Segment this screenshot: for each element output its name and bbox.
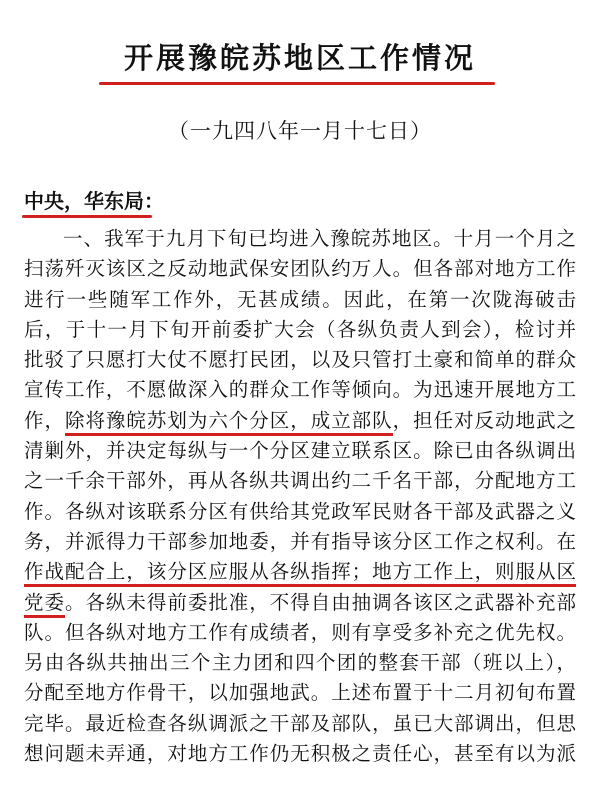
document-date: （一九四八年一月十七日） xyxy=(168,119,432,143)
body-line xyxy=(24,648,576,678)
line-text: 。各纵未得前委批准，不得自由抽调各该区之武器补充部 xyxy=(64,590,576,614)
line-text: ，担任对反动地武之 xyxy=(392,408,576,432)
body-line xyxy=(24,406,576,436)
salutation: 中央，华东局： xyxy=(24,189,164,213)
line-text: 另由各纵共抽出三个主力团和四个团的整套干部（班以上）， xyxy=(24,651,576,675)
line-text: 作， xyxy=(24,408,65,432)
salutation-underline xyxy=(22,215,152,218)
body-line xyxy=(24,527,576,557)
body-line xyxy=(24,739,576,769)
body-line xyxy=(24,618,576,648)
body-line xyxy=(24,588,576,618)
body-line xyxy=(24,557,576,587)
body-line xyxy=(24,375,576,405)
highlighted-text: 除将豫皖苏划为六个分区，成立部队 xyxy=(65,409,393,436)
title-underline xyxy=(99,82,495,85)
body-line xyxy=(24,285,576,315)
body-line xyxy=(24,678,576,708)
body-line xyxy=(24,345,576,375)
document-body xyxy=(24,224,576,769)
line-text: 完毕。最近检查各纵调派之干部及部队，虽已大部调出，但思 xyxy=(24,711,576,735)
body-line xyxy=(24,466,576,496)
line-text: 队。但各纵对地方工作有成绩者，则有享受多补充之优先权。 xyxy=(24,620,576,644)
line-text: 作。各纵对该联系分区有供给其党政军民财各干部及武器之义 xyxy=(24,499,576,523)
highlighted-text: 党委 xyxy=(24,591,65,618)
line-text: 扫荡歼灭该区之反动地武保安团队约万人。但各部对地方工作 xyxy=(24,257,576,281)
highlighted-text: 作战配合上，该分区应服从各纵指挥；地方工作上，则服从区 xyxy=(24,560,576,587)
line-text: 务，并派得力干部参加地委，并有指导该分区工作之权利。在 xyxy=(24,529,576,553)
line-text: 后，于十一月下旬开前委扩大会（各纵负责人到会），检讨并 xyxy=(24,317,576,341)
body-line xyxy=(24,497,576,527)
body-line xyxy=(24,709,576,739)
document-title: 开展豫皖苏地区工作情况 xyxy=(123,41,476,75)
line-text: 进行一些随军工作外，无甚成绩。因此，在第一次陇海破击 xyxy=(24,287,576,311)
body-line xyxy=(24,315,576,345)
line-text: 批驳了只愿打大仗不愿打民团，以及只管打土豪和简单的群众 xyxy=(24,348,576,372)
line-text: 一、我军于九月下旬已均进入豫皖苏地区。十月一个月之 xyxy=(63,227,576,250)
body-line xyxy=(24,436,576,466)
line-text: 宣传工作，不愿做深入的群众工作等倾向。为迅速开展地方工 xyxy=(24,378,576,402)
line-text: 想问题未弄通，对地方工作仍无积极之责任心，甚至有以为派 xyxy=(24,742,576,766)
line-text: 之一千余干部外，再从各纵共调出约二千名干部，分配地方工 xyxy=(24,469,576,493)
body-line xyxy=(24,254,576,284)
line-text: 分配至地方作骨干，以加强地武。上述布置于十二月初旬布置 xyxy=(24,681,576,705)
line-text: 清剿外，并决定每纵与一个分区建立联系区。除已由各纵调出 xyxy=(24,439,576,463)
body-line xyxy=(24,224,576,254)
